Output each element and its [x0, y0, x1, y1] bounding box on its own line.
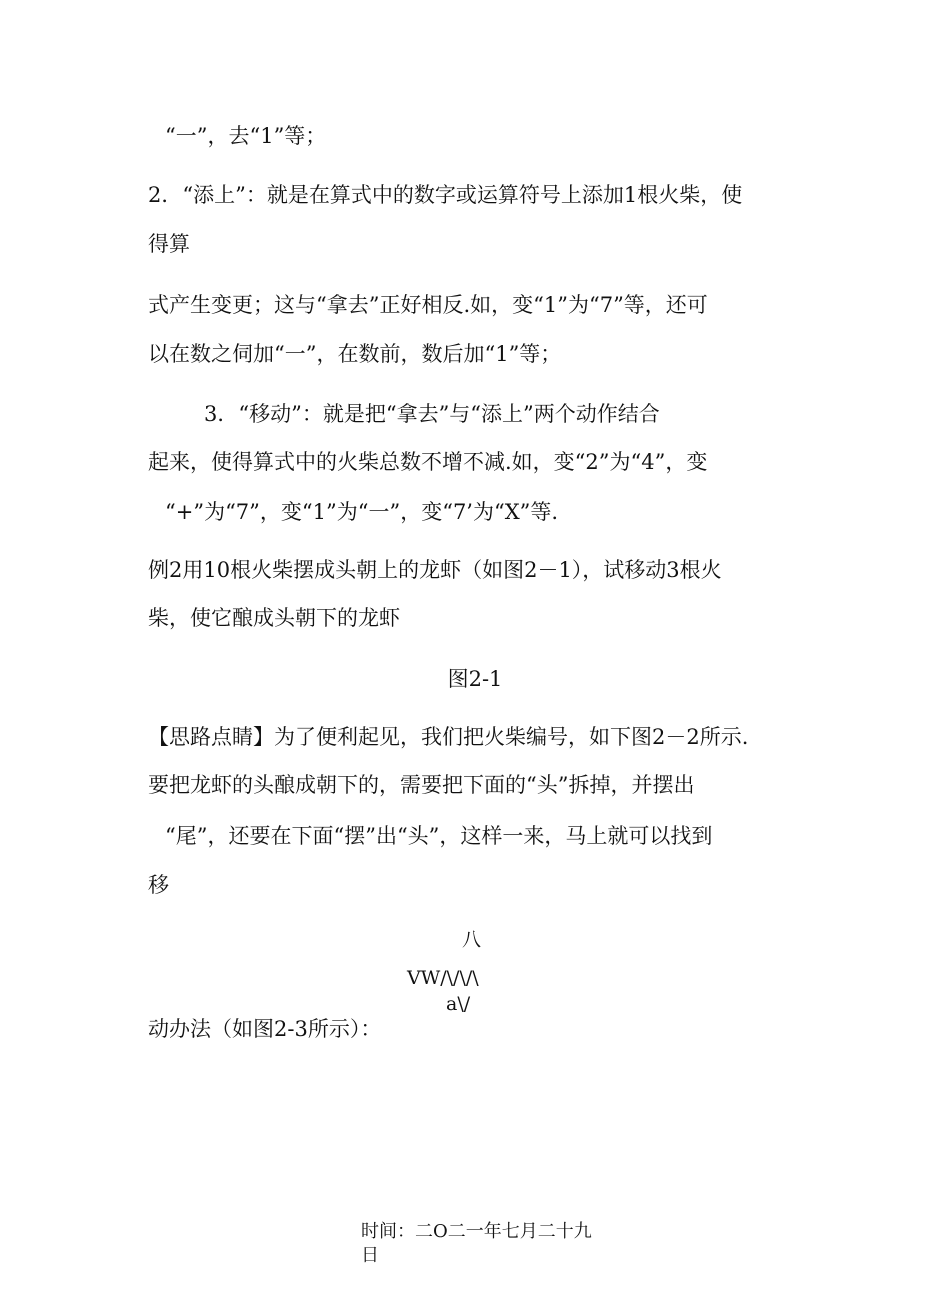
- text-line-12: 要把龙虾的头酿成朝下的，需要把下面的“头”拆掉，并摆出: [148, 773, 695, 797]
- text-line-11: 【思路点睛】为了便利起见，我们把火柴编号，如下图2－2所示.: [148, 725, 749, 749]
- text-line-9: 例2用10根火柴摆成头朝上的龙虾（如图2－1），试移动3根火: [148, 558, 722, 582]
- text-line-2: 2．“添上”：就是在算式中的数字或运算符号上添加1根火柴，使: [148, 183, 743, 207]
- text-line-5: 以在数之伺加“一”，在数前，数后加“1”等；: [148, 342, 562, 366]
- text-line-6: 3．“移动”：就是把“拿去”与“添上”两个动作结合: [204, 402, 660, 426]
- footer-date-line-2: 日: [361, 1245, 379, 1266]
- text-line-7: 起来，使得算式中的火柴总数不增不减.如，变“2”为“4”，变: [148, 450, 708, 474]
- text-line-4: 式产生变更；这与“拿去”正好相反.如，变“1”为“7”等，还可: [148, 293, 708, 317]
- text-line-8: “+”为“7”，变“1”为“一”，变“7’为“X”等.: [165, 500, 559, 524]
- text-line-13: “尾”，还要在下面“摆”出“头”，这样一来，马上就可以找到: [165, 824, 713, 848]
- figure-row-3: a\/: [446, 993, 471, 1015]
- figure-caption: 图2-1: [447, 667, 503, 691]
- figure-row-2: VW/\/\/\: [407, 967, 479, 989]
- text-line-14: 移: [148, 873, 169, 897]
- text-line-10: 柴，使它酿成头朝下的龙虾: [148, 606, 400, 630]
- text-line-1: “一”，去“1”等；: [165, 124, 327, 148]
- footer-date-line-1: 时间：二O二一年七月二十九: [361, 1221, 592, 1242]
- text-line-3: 得算: [148, 232, 190, 256]
- text-line-15: 动办法（如图2-3所示）：: [148, 1017, 382, 1041]
- figure-row-1: 八: [462, 929, 482, 951]
